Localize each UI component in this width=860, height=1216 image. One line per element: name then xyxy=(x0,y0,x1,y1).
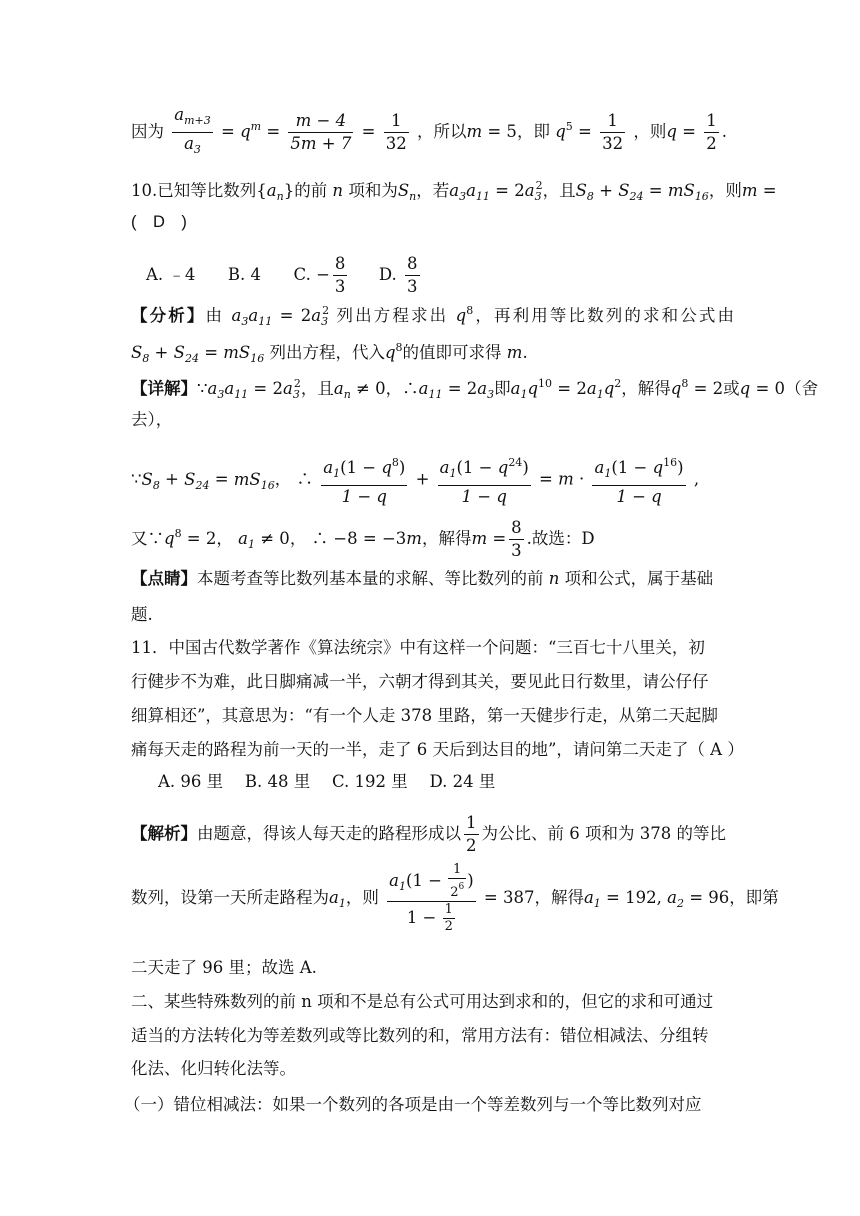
text: 的前 xyxy=(294,181,328,200)
text: 即 xyxy=(494,379,511,398)
text: ，则 xyxy=(633,122,667,141)
comment-line-1: 【点睛】本题考查等比数列基本量的求解、等比数列的前 n 项和公式，属于基础 xyxy=(131,569,714,588)
text: 为公比、前 6 项和为 378 的等比 xyxy=(481,824,726,843)
text: ，解得 xyxy=(621,379,671,398)
fraction: $\frac{a_1(1 - q^8)}{1 - q}$ xyxy=(321,452,407,508)
text: 项和为 xyxy=(348,181,398,200)
fraction: $\frac{1}{32}$ xyxy=(385,111,407,153)
question-10-options: A. ﹣4 B. 4 C. − $\frac{8}{3}$ D. $\frac{8}{3}$ xyxy=(146,254,418,296)
option-a: A. ﹣4 xyxy=(146,265,196,284)
option-c: C. xyxy=(293,265,311,284)
text: ，即 xyxy=(516,122,550,141)
text: 列出方程，代入 xyxy=(269,343,385,362)
text: 列出方程求出 xyxy=(336,306,449,325)
fraction: $\frac{8}{3}$ xyxy=(407,254,418,296)
text: 又 xyxy=(131,529,148,548)
analysis-line-1: 【分析】由 $a_3a_{11} = 2a_3^2$ 列出方程求出 $q^8$，再利用等比数列的求和公式由 xyxy=(131,304,735,328)
text: 因为 xyxy=(131,122,164,141)
option-d: D. xyxy=(378,265,397,284)
text: .故选：D xyxy=(526,529,595,548)
text: ， xyxy=(289,529,307,548)
solution-line-3: 二天走了 96 里；故选 A. xyxy=(131,958,317,977)
fraction: $\frac{a_1(1 - q^{24})}{1 - q}$ xyxy=(438,452,531,508)
option-b: B. 4 xyxy=(227,265,262,284)
question-11-line-4: 痛每天走的路程为前一天的一半，走了 6 天后到达目的地”，请问第二天走了（ A ） xyxy=(131,740,744,759)
text: ， xyxy=(385,379,403,398)
text: ，若 xyxy=(416,181,450,200)
text: ，且 xyxy=(542,181,576,200)
text: ，则 xyxy=(708,181,742,200)
fraction: $\frac{a_1(1 - q^{16})}{1 - q}$ xyxy=(592,452,685,508)
solution-tag: 【解析】 xyxy=(131,824,197,843)
detail-tag: 【详解】 xyxy=(131,379,197,398)
text: ，则 xyxy=(345,888,379,907)
text: ，且 xyxy=(300,379,334,398)
detail-line-2: 去）， xyxy=(131,410,173,429)
fraction: $\frac{a_{m+3}}{a_3}$ xyxy=(174,105,211,156)
detail-conclusion: 又$\because q^8 = 2$， $a_1 \ne 0$， ∴ −8 = −3m，解得m = $\frac{8}{3}$ .故选：D xyxy=(131,518,595,560)
text: ，所以 xyxy=(416,122,467,141)
question-10-stem: 10.已知等比数列$\{a_n\}$的前 n 项和为$S_n$，若$a_3a_{11} = 2a_3^2$，且$S_8 + S_{24} = mS_{16}$，则m = xyxy=(131,179,777,203)
fraction: $\frac{1}{32}$ xyxy=(602,111,624,153)
text: 数列，设第一天所走路程为 xyxy=(131,888,329,907)
question-10-answer: ( D ) xyxy=(131,213,187,231)
text: 10.已知等比数列 xyxy=(131,181,257,200)
text: ，再利用等比数列的求和公式由 xyxy=(473,306,735,325)
equation-line-1: 因为 $\frac{a_{m+3}}{a_3}$ = $q^m$ = $\frac{m - 4}{5m + 7}$ = $\frac{1}{32}$ ，所以m = 5，即 $q^5$ = $\frac{1}{32}$ ，则q = $\frac{1}{2}$ . xyxy=(131,104,734,161)
text: 或 xyxy=(723,379,740,398)
fraction: $\frac{8}{3}$ xyxy=(511,518,522,560)
analysis-tag: 【分析】 xyxy=(131,306,206,325)
question-11-line-1: 11．中国古代数学著作《算法统宗》中有这样一个问题：“三百七十八里关，初 xyxy=(131,638,705,657)
fraction: $\frac{1}{2}$ xyxy=(706,111,717,153)
text: 的值即可求得 xyxy=(402,343,502,362)
fraction: $\frac{8}{3}$ xyxy=(334,254,346,296)
fraction: $\frac{1}{2}$ xyxy=(466,813,477,855)
comment-line-2: 题. xyxy=(131,605,153,624)
text: ，即第 xyxy=(729,888,779,907)
detail-equation: $\because S_8 + S_{24} = mS_{16}$， ∴ $\frac{a_1(1 - q^8)}{1 - q}$ + $\frac{a_1(1 - q^{24})}{1 - q}$ = m · $\frac{a_1(1 - q^{16})}{1 - q}$ , xyxy=(131,452,734,508)
question-11-options: A. 96 里 B. 48 里 C. 192 里 D. 24 里 xyxy=(158,772,496,791)
analysis-line-2: $S_8 + S_{24} = mS_{16}$ 列出方程，代入$q^8$的值即可求得 m. xyxy=(131,341,528,365)
section-2-line-1: 二、某些特殊数列的前 n 项和不是总有公式可用达到求和的，但它的求和可通过 xyxy=(131,992,714,1011)
section-2-line-4: （一）错位相减法：如果一个数列的各项是由一个等差数列与一个等比数列对应 xyxy=(124,1095,702,1114)
question-11-line-2: 行健步不为难，此日脚痛减一半，六朝才得到其关，要见此日行数里，请公仔仔 xyxy=(131,672,709,691)
text: （舍 xyxy=(785,379,819,398)
text: ，解得 xyxy=(421,529,472,548)
text: 由题意，得该人每天走的路程形成以 xyxy=(197,824,461,843)
text: ， xyxy=(274,469,292,489)
solution-line-1 xyxy=(131,812,734,857)
fraction: $\frac{m - 4}{5m + 7}$ xyxy=(290,111,352,153)
fraction: $a_1(1$ − $\frac{1}{2^6}$ ) 1 − $\frac{1}{2}$ xyxy=(389,862,474,934)
section-2-line-2: 适当的方法转化为等差数列或等比数列的和，常用方法有：错位相减法、分组转 xyxy=(131,1026,709,1045)
text: 由 xyxy=(205,306,225,325)
comment-tag: 【点睛】 xyxy=(131,569,197,588)
text: 本题考查等比数列基本量的求解、等比数列的前 xyxy=(197,569,544,588)
detail-line-1: 【详解】$\because a_3a_{11} = 2a_3^2$，且$a_n \ne 0$，$\therefore a_{11} = 2a_3$即$a_1q^{10} = 2a_1q^2$，解得$q^8 = 2$或q = 0（舍 xyxy=(131,377,819,401)
solution-line-2: 数列，设第一天所走路程为$a_1$，则 $a_1(1$ − $\frac{1}{2^6}$ ) 1 − $\frac{1}{2}$ = 387，解得$a_1 = 192$, $a_2 = 96$，即第 xyxy=(131,862,779,934)
text: ，解得 xyxy=(534,888,584,907)
question-11-line-3: 细算相还”，其意思为：“有一个人走 378 里路，第一天健步行走，从第二天起脚 xyxy=(131,706,718,725)
text: ， xyxy=(216,529,233,548)
text: 项和公式，属于基础 xyxy=(564,569,714,588)
section-2-line-3: 化法、化归转化法等。 xyxy=(131,1059,296,1078)
text: . xyxy=(721,122,727,141)
